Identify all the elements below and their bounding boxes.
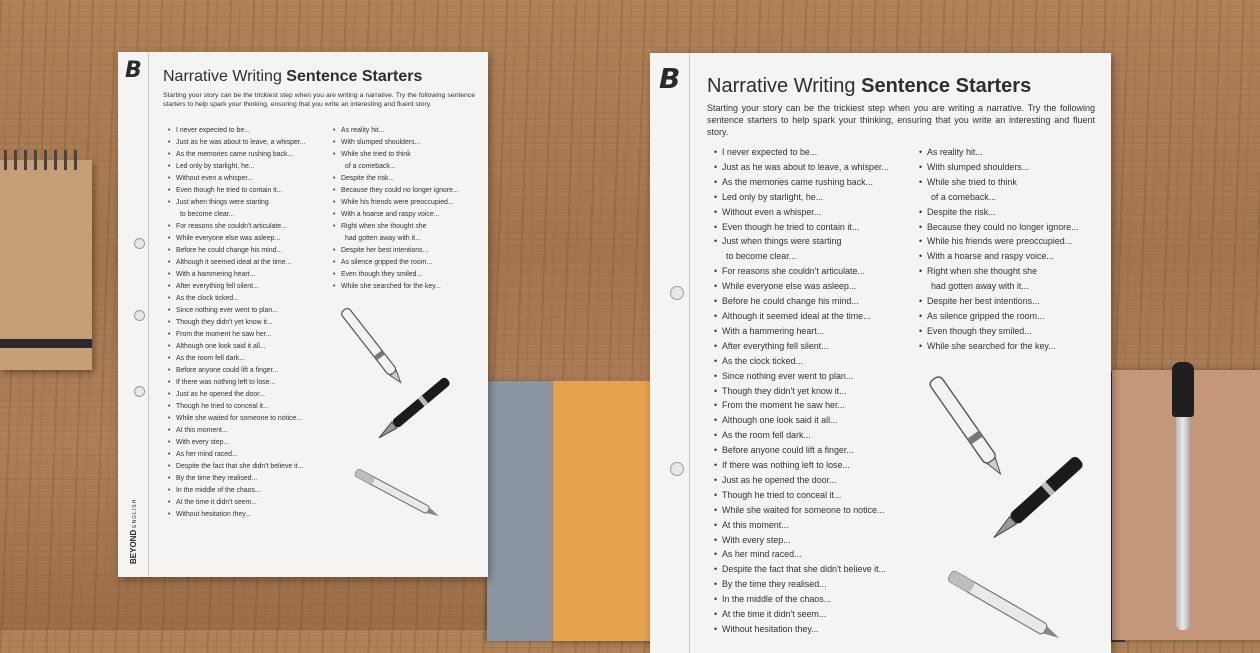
starter-list-item [722, 205, 889, 220]
starter-text: For reasons she couldn't articulate... [722, 266, 865, 277]
starter-text: Since nothing ever went to plan... [722, 370, 854, 381]
pen-icon [340, 307, 405, 386]
starter-text: While his friends were preoccupied... [341, 199, 454, 206]
starter-text: While his friends were preoccupied... [927, 236, 1073, 247]
starter-text: Just as he was about to leave, a whisper... [176, 139, 306, 146]
starter-list-item [722, 264, 889, 279]
starter-text: Even though they smiled... [927, 325, 1032, 336]
starter-list-column-2 [341, 125, 459, 293]
ballpoint-pen-cap [1172, 362, 1194, 417]
starter-text: As the memories came rushing back... [722, 176, 873, 187]
starter-list-item [176, 341, 305, 353]
starter-text: From the moment he saw her... [722, 400, 845, 411]
intro-paragraph: Starting your story can be the trickiest step when you are writing a narrative. Try the following sentence starters to help spark your thinking, ensuring that you write an interesting and fluent story. [707, 103, 1095, 137]
starter-list-item [722, 294, 889, 309]
starter-text: For reasons she couldn't articulate... [176, 223, 287, 230]
starter-text: As silence gripped the room... [927, 310, 1045, 321]
starter-text: At this moment... [722, 519, 789, 530]
starter-text: Without even a whisper... [722, 206, 822, 217]
starter-list-item [722, 145, 889, 160]
starter-list-item [341, 281, 459, 293]
starter-list-item [176, 185, 305, 197]
starter-text: Just as he opened the door... [722, 474, 837, 485]
starter-list-item [341, 185, 459, 197]
starter-text: After everything fell silent... [176, 283, 259, 290]
starter-list-item [176, 245, 305, 257]
starter-list-item [176, 257, 305, 269]
starter-text: Just as he was about to leave, a whisper... [722, 161, 889, 172]
starter-list-item [722, 369, 889, 384]
starter-list-item [176, 497, 305, 509]
starter-list-item [722, 488, 889, 503]
starter-text: Before he could change his mind... [722, 296, 859, 307]
starter-list-item [722, 518, 889, 533]
starter-text: As the clock ticked... [722, 355, 803, 366]
starter-list-item [176, 305, 305, 317]
starter-text: I never expected to be... [176, 127, 250, 134]
starter-list-item [341, 257, 459, 269]
page-title [707, 75, 1031, 98]
punch-hole [134, 386, 145, 397]
starter-text: Before anyone could lift a finger... [722, 445, 854, 456]
starter-list-item [176, 317, 305, 329]
starter-list-item [722, 428, 889, 443]
fountain-pen-icon [989, 455, 1085, 543]
starter-list-item [927, 264, 1078, 294]
starter-list-item [722, 190, 889, 205]
starter-list-item [176, 353, 305, 365]
starter-text: While she tried to think [927, 176, 1017, 187]
starter-list-item [176, 437, 305, 449]
starter-list-item [722, 562, 889, 577]
gel-pen-icon [947, 570, 1062, 643]
starter-list-item [176, 173, 305, 185]
starter-list-item [341, 125, 459, 137]
pen-icon [928, 375, 1006, 478]
starter-list-item [176, 293, 305, 305]
starter-text: Right when she thought she [927, 266, 1038, 277]
starter-list-item [341, 173, 459, 185]
starter-list-item [722, 533, 889, 548]
starter-text: Without hesitation they... [722, 624, 819, 634]
starter-list-item [722, 443, 889, 458]
starter-list-item [722, 592, 889, 607]
spiral-notepad [0, 160, 92, 370]
starter-list-item [722, 577, 889, 592]
starter-text: By the time they realised... [722, 579, 827, 590]
title-bold: Sentence Starters [861, 75, 1032, 97]
starter-list-item [341, 269, 459, 281]
starter-list-item [927, 205, 1078, 220]
intro-paragraph: Starting your story can be the trickiest step when you are writing a narrative. Try the following sentence starters to help spark your thinking, ensuring that you write an interesting and fluent story. [163, 92, 475, 108]
starter-text: Although one look said it all... [176, 343, 266, 350]
starter-list-item [927, 234, 1078, 249]
starter-list-item [722, 354, 889, 369]
starter-text: As the memories came rushing back... [176, 151, 294, 158]
starter-text: Before anyone could lift a finger... [176, 367, 279, 374]
title-bold: Sentence Starters [286, 68, 423, 85]
starter-text: With slumped shoulders... [927, 161, 1030, 172]
pens-illustration [920, 365, 1090, 653]
starter-list-item [176, 509, 305, 521]
starter-list-item [176, 269, 305, 281]
starter-text: Before he could change his mind... [176, 247, 283, 254]
starter-text-continued: to become clear... [180, 211, 235, 218]
starter-text: As her mind raced... [176, 451, 238, 458]
starter-text: With a hoarse and raspy voice... [341, 211, 440, 218]
starter-list-item [927, 249, 1078, 264]
worksheet-large [650, 53, 1111, 653]
starter-text: While she searched for the key... [341, 283, 441, 290]
starter-list-item [176, 365, 305, 377]
starter-text: I never expected to be... [722, 147, 818, 157]
starter-list-item [722, 473, 889, 488]
starter-list-column-2 [927, 145, 1078, 354]
starter-list-item [176, 233, 305, 245]
starter-list-item [176, 413, 305, 425]
starter-text: With a hammering heart... [176, 271, 256, 278]
starter-list-item [722, 279, 889, 294]
brand-sub: ENGLISH [132, 498, 138, 528]
starter-list-item [722, 503, 889, 518]
starter-list-column-1 [722, 145, 889, 637]
starter-text: With every step... [722, 534, 791, 545]
notepad-spiral-binding [4, 150, 84, 170]
starter-text-continued: to become clear... [726, 251, 797, 262]
starter-text: Led only by starlight, he... [176, 163, 255, 170]
starter-list-item [176, 461, 305, 473]
starter-text: Just when things were starting [722, 236, 842, 247]
starter-list-item [722, 175, 889, 190]
starter-list-item [927, 309, 1078, 324]
starter-text: Though they didn't yet know it... [176, 319, 273, 326]
punch-hole [670, 286, 684, 300]
starter-list-item [722, 607, 889, 622]
starter-text: Because they could no longer ignore... [341, 187, 459, 194]
starter-text: Because they could no longer ignore... [927, 221, 1079, 232]
starter-text: Though he tried to conceal it... [176, 403, 269, 410]
starter-text-continued: of a comeback... [345, 163, 396, 170]
brand-label [129, 499, 138, 564]
punch-hole [670, 462, 684, 476]
starter-list-item [341, 197, 459, 209]
starter-text: With every step... [176, 439, 230, 446]
starter-list-item [722, 220, 889, 235]
starter-list-item [176, 473, 305, 485]
starter-text: While she tried to think [341, 151, 411, 158]
starter-text: As reality hit... [927, 147, 983, 157]
starter-text: Though they didn't yet know it... [722, 385, 847, 396]
starter-text: As silence gripped the room... [341, 259, 433, 266]
starter-text: Right when she thought she [341, 223, 427, 230]
starter-list-item [176, 389, 305, 401]
starter-text: If there was nothing left to lose... [176, 379, 276, 386]
notepad-elastic-band [0, 339, 92, 348]
starter-text: As the clock ticked... [176, 295, 239, 302]
starter-text: Just when things were starting [176, 199, 269, 206]
starter-list-item [176, 485, 305, 497]
starter-list-item [927, 175, 1078, 205]
starter-text: As reality hit... [341, 127, 385, 134]
starter-text: At this moment... [176, 427, 228, 434]
starter-text: With slumped shoulders... [341, 139, 421, 146]
starter-list-item [927, 220, 1078, 235]
starter-list-item [176, 197, 305, 221]
starter-text: Despite the risk... [341, 175, 395, 182]
starter-text: After everything fell silent... [722, 340, 829, 351]
grey-book [487, 381, 557, 641]
gel-pen-icon [354, 468, 441, 519]
starter-text: Though he tried to conceal it... [722, 489, 842, 500]
logo-mark: B [125, 58, 142, 83]
starter-list-item [927, 160, 1078, 175]
starter-list-item [176, 401, 305, 413]
starter-text: Despite the fact that she didn't believe it... [722, 564, 887, 575]
starter-text: Although one look said it all... [722, 415, 838, 426]
starter-text: Without hesitation they... [176, 511, 251, 518]
starter-text: While everyone else was asleep... [176, 235, 281, 242]
starter-text: In the middle of the chaos... [722, 594, 832, 605]
starter-list-item [176, 329, 305, 341]
starter-text: From the moment he saw her... [176, 331, 272, 338]
starter-list-item [927, 339, 1078, 354]
starter-list-item [722, 384, 889, 399]
starter-list-item [722, 324, 889, 339]
starter-text: While everyone else was asleep... [722, 281, 857, 292]
starter-text: Just as he opened the door... [176, 391, 265, 398]
starter-list-column-1 [176, 125, 305, 521]
starter-text: Even though they smiled... [341, 271, 423, 278]
starter-text: Although it seemed ideal at the time... [722, 310, 871, 321]
starter-text-continued: had gotten away with it... [931, 281, 1029, 292]
starter-list-item [722, 458, 889, 473]
brand-main: BEYOND [129, 529, 138, 564]
pens-illustration [336, 302, 456, 532]
starter-list-item [927, 324, 1078, 339]
starter-text: At the time it didn't seem... [722, 609, 827, 620]
punch-hole [134, 238, 145, 249]
starter-list-item [176, 137, 305, 149]
starter-text: Despite her best intentions... [341, 247, 429, 254]
starter-list-item [341, 245, 459, 257]
starter-list-item [722, 339, 889, 354]
starter-text: At the time it didn't seem... [176, 499, 257, 506]
starter-text: Despite the fact that she didn't believe it... [176, 463, 304, 470]
starter-list-item [722, 309, 889, 324]
starter-text: Without even a whisper... [176, 175, 253, 182]
starter-text: Since nothing ever went to plan... [176, 307, 278, 314]
starter-list-item [176, 449, 305, 461]
starter-text: As the room fell dark... [176, 355, 245, 362]
starter-list-item [176, 281, 305, 293]
starter-text: While she searched for the key... [927, 340, 1056, 351]
starter-list-item [176, 425, 305, 437]
starter-list-item [176, 125, 305, 137]
starter-text: Even though he tried to contain it... [176, 187, 283, 194]
starter-text: By the time they realised... [176, 475, 258, 482]
starter-list-item [176, 221, 305, 233]
starter-text: With a hammering heart... [722, 325, 825, 336]
starter-text: While she waited for someone to notice... [722, 504, 885, 515]
starter-text: As the room fell dark... [722, 430, 811, 441]
logo-mark: B [659, 62, 681, 95]
starter-text: Despite her best intentions... [927, 296, 1040, 307]
binding-strip [650, 53, 690, 653]
starter-list-item [722, 234, 889, 264]
starter-list-item [722, 398, 889, 413]
starter-list-item [176, 377, 305, 389]
page-title [163, 68, 422, 86]
starter-text: Although it seemed ideal at the time... [176, 259, 292, 266]
starter-list-item [722, 160, 889, 175]
starter-text: Led only by starlight, he... [722, 191, 824, 202]
starter-list-item [341, 209, 459, 221]
starter-text-continued: had gotten away with it... [345, 235, 421, 242]
starter-list-item [722, 547, 889, 562]
starter-list-item [722, 413, 889, 428]
title-light: Narrative Writing [707, 75, 862, 97]
starter-text: If there was nothing left to lose... [722, 460, 850, 471]
starter-text: As her mind raced... [722, 549, 802, 560]
starter-list-item [927, 145, 1078, 160]
starter-list-item [341, 221, 459, 245]
starter-text: While she waited for someone to notice... [176, 415, 303, 422]
starter-text: Despite the risk... [927, 206, 996, 217]
starter-text: With a hoarse and raspy voice... [927, 251, 1054, 262]
starter-list-item [927, 294, 1078, 309]
starter-text: Even though he tried to contain it... [722, 221, 860, 232]
fountain-pen-icon [376, 376, 451, 442]
title-light: Narrative Writing [163, 68, 287, 85]
starter-list-item [176, 149, 305, 161]
punch-hole [134, 310, 145, 321]
starter-list-item [722, 622, 889, 637]
starter-text: In the middle of the chaos... [176, 487, 261, 494]
starter-text-continued: of a comeback... [931, 191, 997, 202]
starter-list-item [341, 149, 459, 173]
starter-list-item [176, 161, 305, 173]
worksheet-small [118, 52, 488, 577]
starter-list-item [341, 137, 459, 149]
